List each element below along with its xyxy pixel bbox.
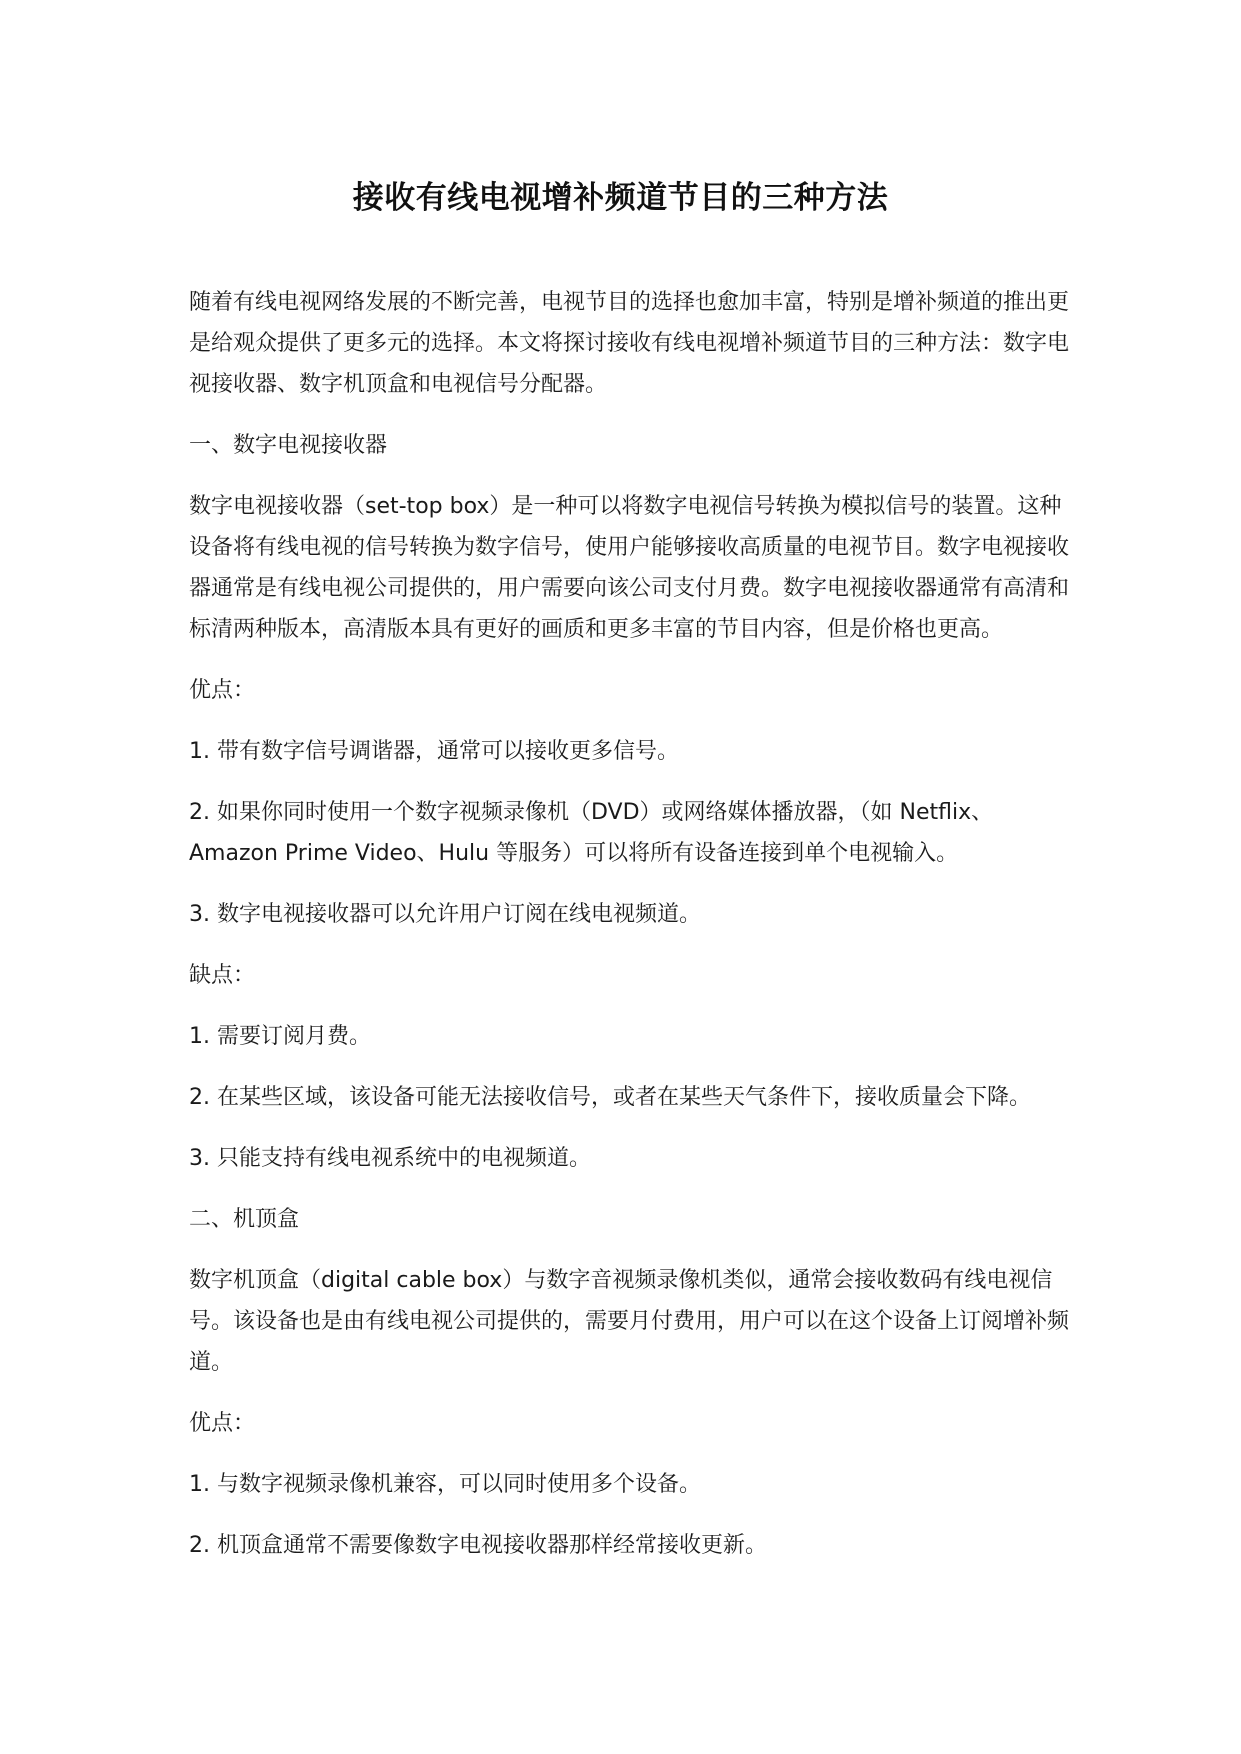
- document-title: 接收有线电视增补频道节目的三种方法: [352, 180, 889, 216]
- disadvantages-label: 缺点：: [189, 963, 256, 988]
- receiver-description: 数字电视接收器（set-top box）是一种可以将数字电视信号转换为模拟信号的装置。这种设备将有线电视的信号转换为数字信号，使用户能够接收高质量的电视节目。数字电视接收器通常是有线电视公司提供的，用户需要向该公司支付月费。数字电视接收器通常有高清和标清两种版本，高清版本具有更好的画质和更多丰富的节目内容，但是价格也更高。: [189, 494, 1070, 642]
- list-item: 1. 带有数字信号调谐器，通常可以接收更多信号。: [189, 739, 679, 764]
- list-item: 3. 只能支持有线电视系统中的电视频道。: [189, 1146, 591, 1171]
- list-item: 3. 数字电视接收器可以允许用户订阅在线电视频道。: [189, 902, 701, 927]
- list-item: 1. 需要订阅月费。: [189, 1024, 371, 1049]
- list-item: 2. 如果你同时使用一个数字视频录像机（DVD）或网络媒体播放器，（如 Netflix、Amazon Prime Video、Hulu 等服务）可以将所有设备连接到单个电视输入。: [189, 800, 994, 866]
- advantages-label: 优点：: [189, 1411, 256, 1436]
- list-item: 2. 在某些区域，该设备可能无法接收信号，或者在某些天气条件下，接收质量会下降。: [189, 1085, 1031, 1110]
- list-item: 1. 与数字视频录像机兼容，可以同时使用多个设备。: [189, 1472, 701, 1497]
- set-top-box-description: 数字机顶盒（digital cable box）与数字音视频录像机类似，通常会接收数码有线电视信号。该设备也是由有线电视公司提供的，需要月付费用，用户可以在这个设备上订阅增补频道。: [189, 1268, 1070, 1375]
- advantages-label: 优点：: [189, 678, 256, 703]
- section-heading-set-top-box: 二、机顶盒: [189, 1207, 300, 1232]
- section-heading-receiver: 一、数字电视接收器: [189, 433, 388, 458]
- document-body: [189, 282, 1069, 1586]
- intro-paragraph: 随着有线电视网络发展的不断完善，电视节目的选择也愈加丰富，特别是增补频道的推出更是给观众提供了更多元的选择。本文将探讨接收有线电视增补频道节目的三种方法：数字电视接收器、数字机顶盒和电视信号分配器。: [189, 290, 1070, 397]
- list-item: 2. 机顶盒通常不需要像数字电视接收器那样经常接收更新。: [189, 1533, 767, 1558]
